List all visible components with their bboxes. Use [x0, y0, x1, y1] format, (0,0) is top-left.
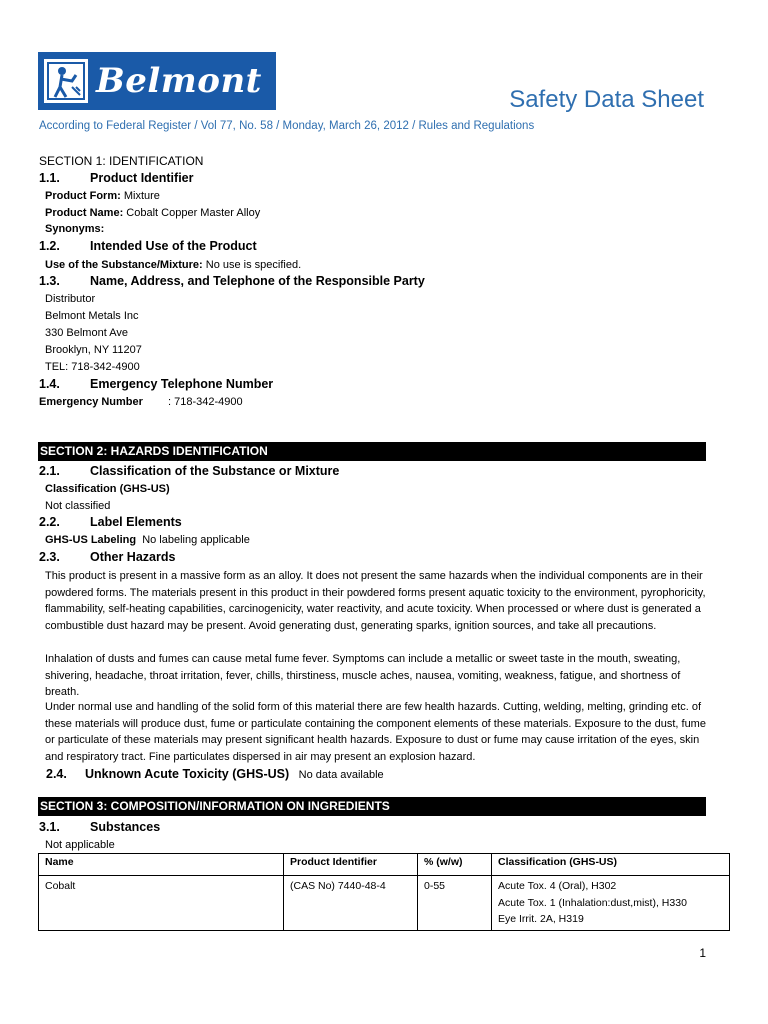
subsection-2-3 — [39, 550, 175, 564]
ingredient-name: Cobalt — [39, 876, 284, 931]
product-name-value: Cobalt Copper Master Alloy — [123, 207, 261, 219]
subsection-title: Classification of the Substance or Mixture — [90, 464, 340, 478]
subsection-number: 2.1. — [39, 464, 60, 478]
classification-line-2: Acute Tox. 1 (Inhalation:dust,mist), H330 — [498, 896, 687, 909]
subsection-3-1 — [39, 820, 160, 834]
acute-toxicity-value: No data available — [298, 769, 384, 781]
telephone: TEL: 718-342-4900 — [45, 361, 140, 373]
distributor-label: Distributor — [45, 293, 96, 305]
synonyms-label: Synonyms: — [45, 223, 105, 235]
section3-heading: SECTION 3: COMPOSITION/INFORMATION ON INGREDIENTS — [38, 797, 706, 816]
ingredient-classification — [492, 876, 730, 931]
subsection-number: 2.3. — [39, 550, 60, 564]
product-form-value: Mixture — [120, 190, 160, 202]
classification-label: Classification (GHS-US) — [45, 483, 170, 495]
section1-heading: SECTION 1: IDENTIFICATION — [39, 154, 204, 168]
table-header-percent: % (w/w) — [418, 854, 492, 876]
classification-value: Not classified — [45, 500, 111, 512]
company-logo — [38, 52, 276, 110]
table-header-name: Name — [39, 854, 284, 876]
subsection-title: Label Elements — [90, 515, 182, 529]
distributor-block — [45, 291, 142, 376]
subsection-title: Intended Use of the Product — [90, 239, 257, 253]
worker-icon — [44, 59, 88, 103]
ingredient-percent: 0-55 — [418, 876, 492, 931]
subsection-2-1 — [39, 464, 339, 478]
product-name-label: Product Name: — [45, 207, 124, 219]
subsection-2-4 — [46, 767, 384, 781]
subsection-title: Substances — [90, 820, 161, 834]
subsection-1-4 — [39, 377, 273, 391]
subsection-title: Name, Address, and Telephone of the Responsible Party — [90, 274, 425, 288]
subsection-1-2 — [39, 239, 257, 253]
subsection-number: 2.4. — [46, 767, 67, 781]
other-hazards-paragraph-3: Under normal use and handling of the solid form of this material there are few health hazards. Cutting, welding, melting, grinding etc. of these materials will produce dust, fume or particulate containing the component elements of these materials. Exposure to the dust, fume or particulate of these materials may present significant health hazards. Exposure to dust or fume may cause irritation of the eyes, skin and respiratory tract. Fine particulates dispersed in air may present an explosion hazard. — [45, 701, 706, 763]
emergency-number-line — [39, 394, 243, 411]
product-name-line — [45, 205, 260, 222]
subsection-title: Other Hazards — [90, 550, 176, 564]
emergency-number-label: Emergency Number — [39, 396, 143, 408]
subsection-number: 2.2. — [39, 515, 60, 529]
intended-use-value: No use is specified. — [202, 259, 302, 271]
subsection-title: Emergency Telephone Number — [90, 377, 274, 391]
synonyms-line — [45, 221, 104, 238]
table-header-classification: Classification (GHS-US) — [492, 854, 730, 876]
subsection-number: 1.2. — [39, 239, 60, 253]
other-hazards-paragraph-2: Inhalation of dusts and fumes can cause metal fume fever. Symptoms can include a metallic or sweet taste in the mouth, sweating, shivering, headache, throat irritation, fever, chills, thirstiness, muscle aches, nausea, vomiting, weakness, fatigue, and shortness of breath. — [45, 653, 681, 698]
logo-text: Belmont — [96, 61, 262, 101]
intended-use-label: Use of the Substance/Mixture: — [45, 259, 203, 271]
other-hazards-paragraph-1: This product is present in a massive form as an alloy. It does not present the same hazards when the individual components are in their powdered forms. The materials present in this product in their powdered forms present aquatic toxicity to the environment, pyrophoricity, flammability, self-heating capabilities, carcinogenicity, water reactivity, and acute toxicity. When processed or where dust is generated a combustible dust hazard may be present. Avoid generating dust, generating sparks, ignition sources, and take all precautions. — [45, 570, 706, 632]
table-header-row — [39, 854, 730, 876]
subsection-number: 1.4. — [39, 377, 60, 391]
company-name: Belmont Metals Inc — [45, 310, 139, 322]
substances-value: Not applicable — [45, 839, 115, 851]
emergency-number-value: : 718-342-4900 — [168, 396, 243, 408]
subsection-number: 3.1. — [39, 820, 60, 834]
classification-line-3: Eye Irrit. 2A, H319 — [498, 913, 584, 925]
table-header-identifier: Product Identifier — [284, 854, 418, 876]
subsection-2-2 — [39, 515, 182, 529]
intended-use-line — [45, 257, 301, 274]
document-title: Safety Data Sheet — [509, 86, 704, 113]
document-subtitle: According to Federal Register / Vol 77, No. 58 / Monday, March 26, 2012 / Rules and Regulations — [39, 120, 535, 132]
page-number: 1 — [699, 946, 706, 960]
subsection-1-1 — [39, 171, 193, 185]
classification-line-1: Acute Tox. 4 (Oral), H302 — [498, 880, 617, 892]
ingredient-identifier: (CAS No) 7440-48-4 — [284, 876, 418, 931]
subsection-title: Product Identifier — [90, 171, 194, 185]
address-line-2: Brooklyn, NY 11207 — [45, 344, 142, 356]
labeling-label: GHS-US Labeling — [45, 534, 137, 546]
section2-heading: SECTION 2: HAZARDS IDENTIFICATION — [38, 442, 706, 461]
product-form-line — [45, 188, 160, 205]
subsection-title: Unknown Acute Toxicity (GHS-US) — [85, 767, 290, 781]
labeling-value: No labeling applicable — [142, 534, 250, 546]
product-form-label: Product Form: — [45, 190, 121, 202]
labeling-line — [45, 532, 250, 549]
classification-block — [45, 481, 170, 515]
table-row — [39, 876, 730, 931]
subsection-number: 1.3. — [39, 274, 60, 288]
address-line-1: 330 Belmont Ave — [45, 327, 128, 339]
subsection-number: 1.1. — [39, 171, 60, 185]
subsection-1-3 — [39, 274, 425, 288]
ingredients-table — [38, 853, 730, 931]
